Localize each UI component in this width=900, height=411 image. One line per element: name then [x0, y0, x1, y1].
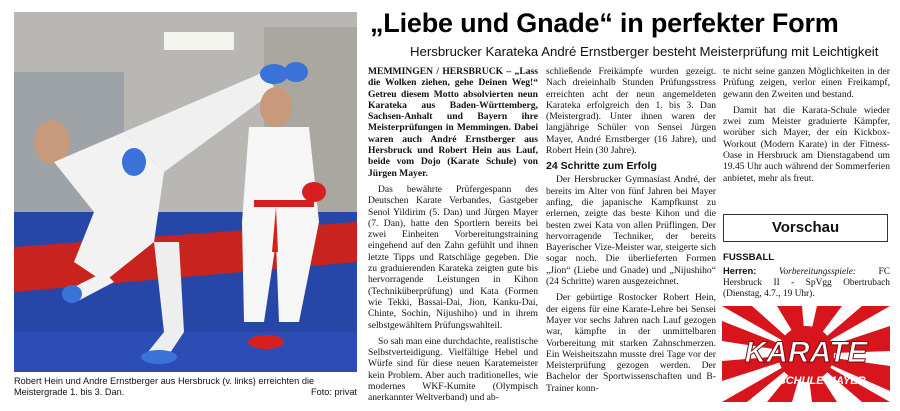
karate-photo-illustration	[14, 12, 357, 372]
photo-caption	[14, 376, 357, 398]
article-paragraph: Der Hersbrucker Gymnasiast André, der bereits im Alter von fünf Jahren bei Mayer anfing, die japanische Kampfkunst zu erlernen, zeigte das beste Kihon und die besten zwei Kata von allen Prüflingen. Der hervorragende Techniker, der bereits Bayerischer Vize-Meister war, steigerte sich sogar noch. Die überlieferten Formen „Jion“ (Liebe und Gnade) und „Nijushiho“ (24 Schritte) waren ausgezeichnet.	[546, 174, 716, 288]
vorschau-box: Vorschau	[723, 214, 888, 242]
article-column-1	[368, 66, 538, 404]
article-subheadline: Hersbrucker Karateka André Ernstberger besteht Meisterprüfung mit Leichtigkeit	[410, 44, 879, 59]
article-photo	[14, 12, 357, 372]
article-subheading: 24 Schritte zum Erfolg	[546, 160, 657, 173]
sports-item-text: FC Hersbruck II - SpVgg Obertrubach (Dienstag, 4.7., 19 Uhr).	[723, 267, 890, 299]
sports-item-category: Vorbereitungsspiele:	[778, 267, 857, 277]
photo-caption-text: Robert Hein und Andre Ernstberger aus Hersbruck (v. links) erreichten die Meistergrade 1. bis 3. Dan.	[14, 376, 315, 397]
sports-item-label: Herren:	[723, 265, 757, 276]
photo-credit: Foto: privat	[311, 387, 357, 397]
article-paragraph: schließende Freikämpfe wurden gezeigt. Nach dreieinhalb Stunden Prüfungsstress erreichten acht der neun angemeldeten Karateka erfolgreich den 1. bis 3. Dan (Meistergrad). Unter ihnen waren der langjährige Schüler von Sensei Jürgen Mayer, André Ernstberger (16 Jahre), und Robert Hein (30 Jahre).	[546, 66, 716, 157]
article-column-3	[723, 66, 890, 184]
sports-item	[723, 265, 890, 300]
karate-school-ad	[722, 306, 890, 402]
karate-school-logo	[722, 306, 890, 402]
logo-title: KARATE	[744, 336, 868, 369]
article-paragraph: Das bewährte Prüfergespann des Deutschen Karate Verbandes, Gastgeber Senol Yildirim (5. Dan) und Jürgen Mayer (7. Dan), hatte den Sportlern bereits bei zwei Einheiten Vorbereitungstraining eingehend auf den Zahn gefühlt und ihnen letzte Tipps und Ratschläge gegeben. Die zu graduierenden Karateka zeigten gute bis hervorragende Leistungen in Kihon (Techniküberprüfung) und Kata (Formen wie Tekki, Bassai-Dai, Jion, Kanku-Dai, Chinte, Sochin, Nijushiho) und in ihrem selbstgewähltem Prüfungswahlteil.	[368, 183, 538, 331]
article-headline: „Liebe und Gnade“ in perfekter Form	[370, 8, 839, 38]
article-paragraph: So sah man eine durchdachte, realistische Selbstverteidigung. Vielfältige Hebel und Würfe sind für diese neuen Karatemeister kein Problem. Aber auch traditionelles, wie modernes WKF-Kumite (Olympisch anerkannter Weltverband) und ab-	[368, 335, 538, 404]
article-paragraph: Der gebürtige Rostocker Robert Hein, der eigens für eine Karate-Lehre bei Sensei Mayer vor sechs Jahren nach Lauf gezogen war, kämpfte in der unmittelbaren Vorbereitung mit starken Zahnschmerzen. Ein Weisheitszahn musste drei Tage vor der Meisterprüfung gezogen werden. Der Bachelor der Sportwissenschaften und B-Trainer konn-	[546, 292, 716, 394]
article-paragraph: te nicht seine ganzen Möglichkeiten in der Prüfung zeigen, verlor einen Freikampf, gewann den Zweiten und bestand.	[723, 66, 890, 100]
article-column-2	[546, 66, 716, 394]
sports-section-title: FUSSBALL	[723, 252, 775, 263]
article-paragraph: Damit hat die Karata-Schule wieder zwei zum Meister graduierte Kämpfer, worüber sich Mayer, der ein Kickbox-Workout (Modern Karate) in der Fitness-Oase in Hersbruck am Dienstagabend um 19.45 Uhr auch während der Sommerferien anbietet, mehr als freut.	[723, 104, 890, 184]
article-lead: MEMMINGEN / HERSBRUCK – „Lass die Wolken ziehen, gehe Deinen Weg!“ Getreu diesem Motto absolvierten neun Karateka aus Baden-Württemberg, Sachsen-Anhalt und Bayern ihre Meisterprüfungen in Memmingen. Dabei waren auch André Ernstberger aus Hersbruck und Robert Hein aus Lauf, beide vom Dojo (Karate Schule) von Jürgen Mayer.	[368, 66, 538, 179]
logo-subtitle: SCHULE MAYER	[778, 375, 866, 387]
